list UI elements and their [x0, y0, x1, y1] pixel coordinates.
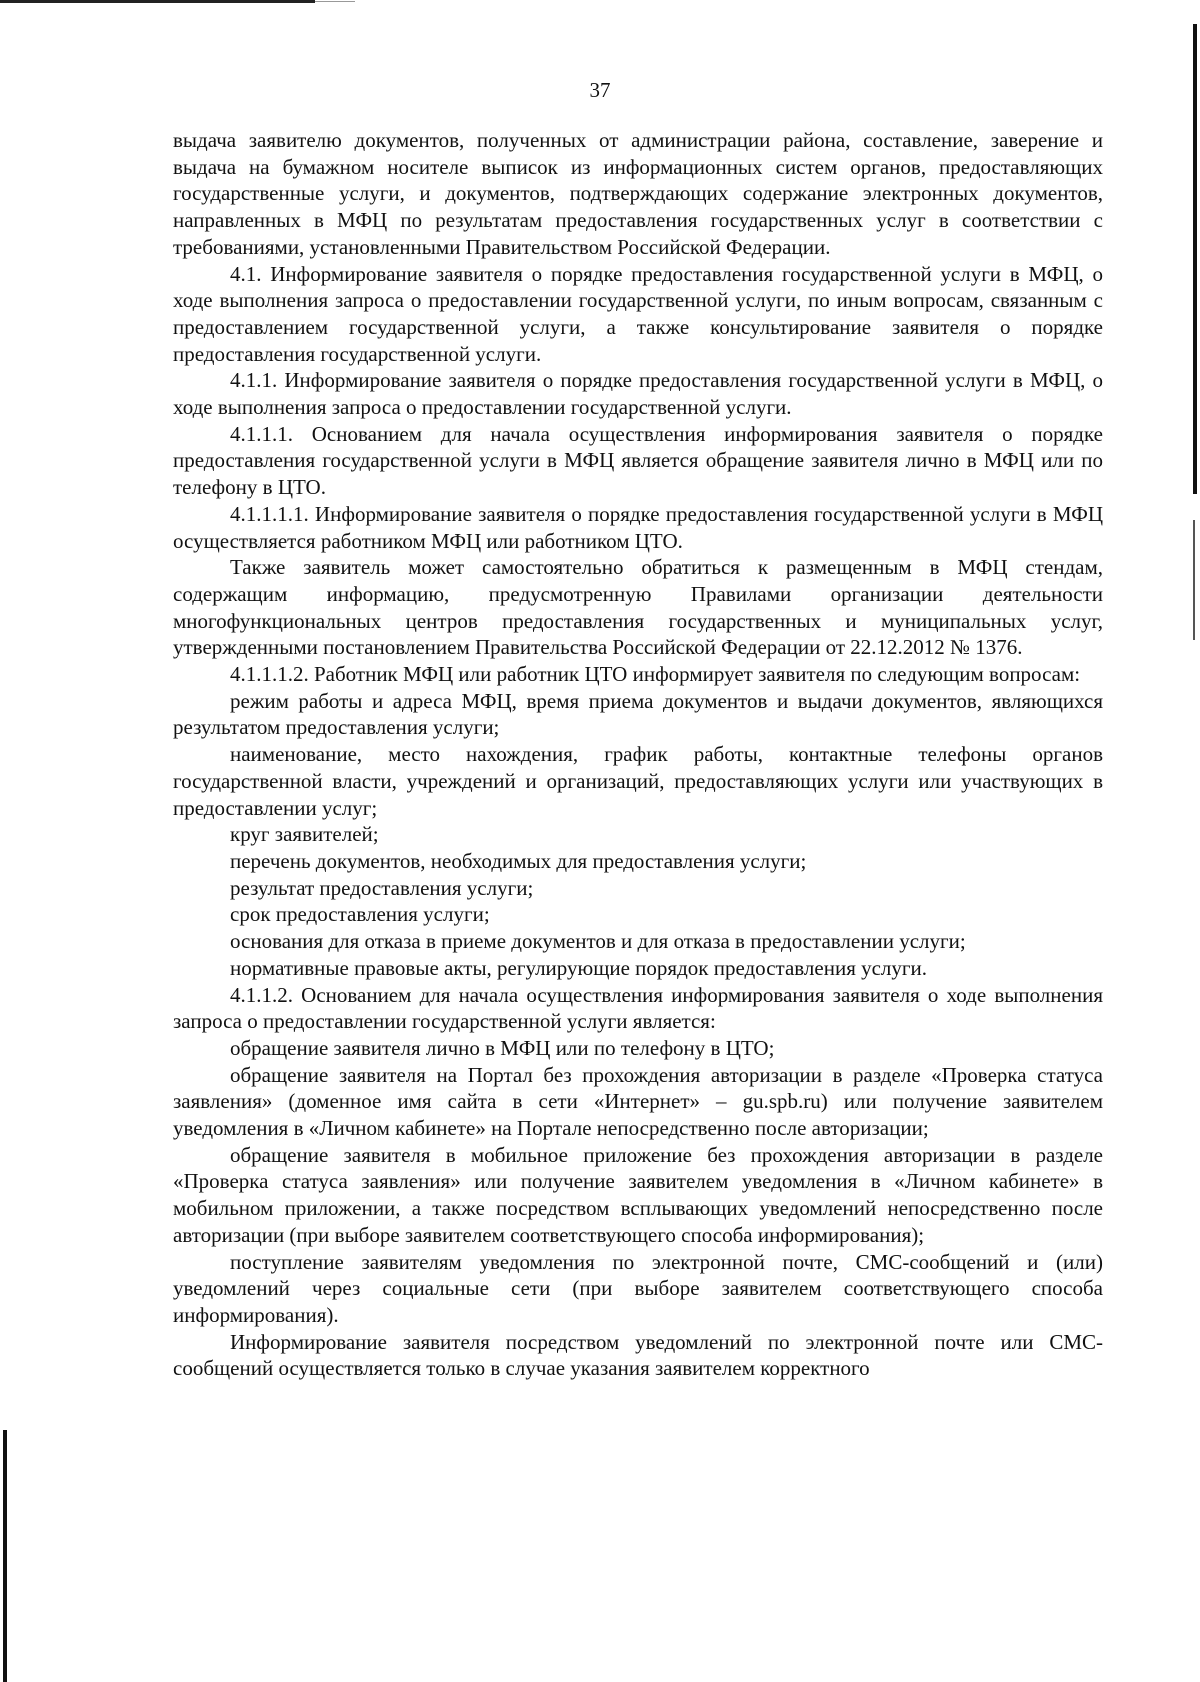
- list-item: круг заявителей;: [230, 822, 379, 847]
- list-item: обращение заявителя в мобильное приложение без прохождения авторизации в разделе «Проверка статуса заявления» или получение заявителем уведомления в «Личном кабинете» в мобильном приложении, а также посредством всплывающих уведомлений непосредственно после авторизации (при выборе заявителем соответствующего способа информирования);: [173, 1142, 1103, 1247]
- scan-left-edge-mark: [3, 1430, 7, 1682]
- paragraph: Информирование заявителя посредством уведомлений по электронной почте или СМС-сообщений осуществляется только в случае указания заявителем корректного: [173, 1329, 1103, 1381]
- list-item: наименование, место нахождения, график работы, контактные телефоны органов государственной власти, учреждений и организаций, предоставляющих услуги или участвующих в предоставлении услуг;: [173, 742, 1103, 820]
- paragraph: 4.1.1.1.1. Информирование заявителя о порядке предоставления государственной услуги в МФЦ осуществляется работником МФЦ или работником ЦТО.: [173, 501, 1103, 553]
- document-body: [173, 127, 1103, 1382]
- list-item: обращение заявителя на Портал без прохождения авторизации в разделе «Проверка статуса заявления» (доменное имя сайта в сети «Интернет» – gu.spb.ru) или получение заявителем уведомления в «Личном кабинете» на Портале непосредственно после авторизации;: [173, 1062, 1103, 1141]
- list-item: режим работы и адреса МФЦ, время приема документов и выдачи документов, являющихся результатом предоставления услуги;: [173, 688, 1103, 740]
- scan-top-rule-tail: [315, 1, 355, 2]
- scan-top-rule: [0, 0, 315, 3]
- list-item: нормативные правовые акты, регулирующие порядок предоставления услуги.: [230, 955, 927, 980]
- page-number: 37: [589, 78, 611, 102]
- paragraph: 4.1. Информирование заявителя о порядке предоставления государственной услуги в МФЦ, о ходе выполнения запроса о предоставлении государственной услуги, по иным вопросам, связанным с предоставлением государственной услуги, а также консультирование заявителя о порядке предоставления государственной услуги.: [173, 261, 1103, 366]
- list-item: срок предоставления услуги;: [230, 902, 490, 927]
- paragraph: 4.1.1.2. Основанием для начала осуществления информирования заявителя о ходе выполнения запроса о предоставлении государственной услуги является:: [173, 982, 1103, 1034]
- paragraph: Также заявитель может самостоятельно обратиться к размещенным в МФЦ стендам, содержащим информацию, предусмотренную Правилами организации деятельности многофункциональных центров предоставления государственных и муниципальных услуг, утвержденными постановлением Правительства Российской Федерации от 22.12.2012 № 1376.: [173, 555, 1103, 660]
- paragraph: 4.1.1.1. Основанием для начала осуществления информирования заявителя о порядке предоставления государственной услуги в МФЦ является обращение заявителя лично в МФЦ или по телефону в ЦТО.: [173, 421, 1103, 500]
- list-item: обращение заявителя лично в МФЦ или по телефону в ЦТО;: [230, 1035, 775, 1060]
- list-item: поступление заявителям уведомления по электронной почте, СМС-сообщений и (или) уведомлений через социальные сети (при выборе заявителем соответствующего способа информирования).: [173, 1249, 1103, 1327]
- scan-right-edge-mark-lower: [1193, 520, 1195, 640]
- paragraph: 4.1.1.1.2. Работник МФЦ или работник ЦТО информирует заявителя по следующим вопросам:: [230, 662, 1081, 687]
- list-item: результат предоставления услуги;: [230, 875, 534, 900]
- list-item: перечень документов, необходимых для предоставления услуги;: [230, 848, 807, 873]
- paragraph: выдача заявителю документов, полученных от администрации района, составление, заверение и выдача на бумажном носителе выписок из информационных систем органов, предоставляющих государственные услуги, и документов, подтверждающих содержание электронных документов, направленных в МФЦ по результатам предоставления государственных услуг в соответствии с требованиями, установленными Правительством Российской Федерации.: [173, 128, 1103, 259]
- paragraph: 4.1.1. Информирование заявителя о порядке предоставления государственной услуги в МФЦ, о ходе выполнения запроса о предоставлении государственной услуги.: [173, 368, 1103, 420]
- list-item: основания для отказа в приеме документов и для отказа в предоставлении услуги;: [230, 929, 966, 954]
